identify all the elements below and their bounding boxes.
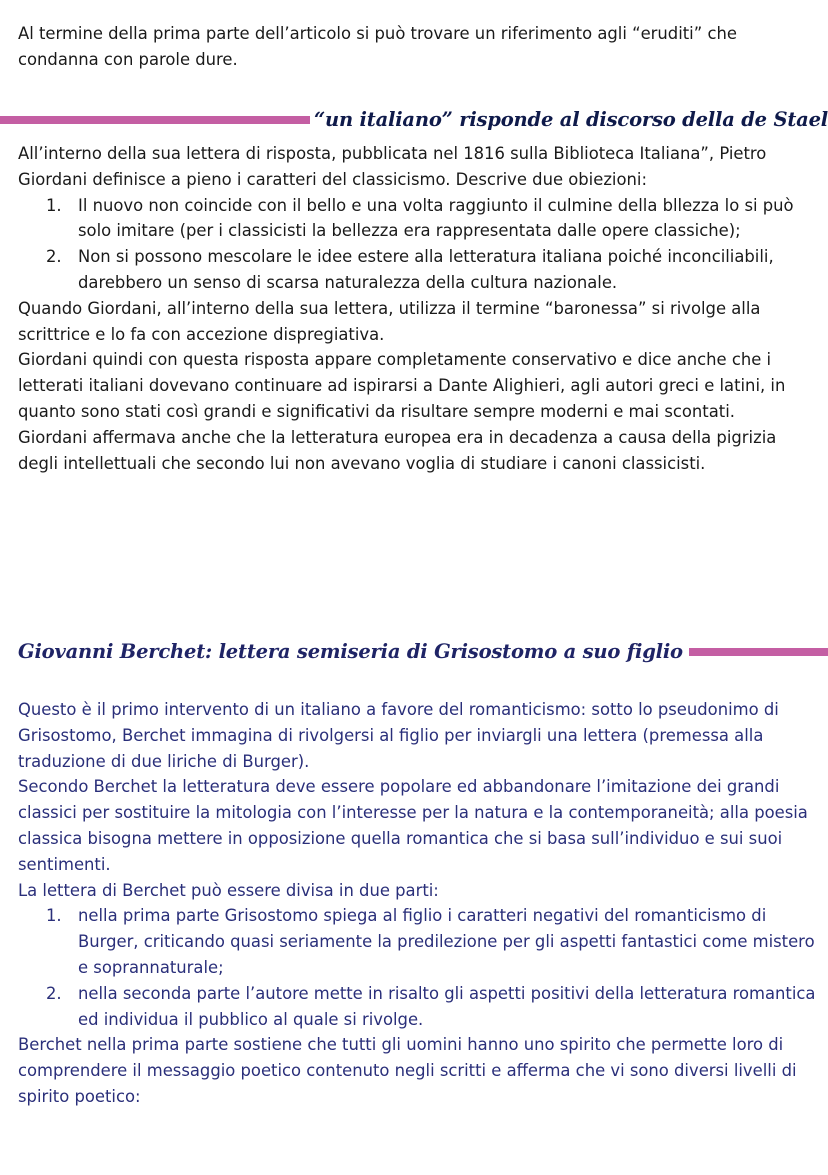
section2-accent-bar: [689, 648, 828, 656]
section1-paragraph-1: All’interno della sua lettera di risposta, pubblicata nel 1816 sulla Biblioteca Italiana”, Pietro Giordani definisce a pieno i caratteri del classicismo. Descrive due obiezioni:: [18, 144, 767, 189]
section1-body: [18, 141, 818, 476]
section2-paragraph-1: Questo è il primo intervento di un italiano a favore del romanticismo: sotto lo pseudonimo di Grisostomo, Berchet immagina di rivolgersi al figlio per inviargli una lettera (premessa alla traduzione di due liriche di Burger).: [18, 700, 779, 771]
list-item-text: nella seconda parte l’autore mette in risalto gli aspetti positivi della letteratura romantica ed individua il pubblico al quale si rivolge.: [78, 983, 816, 1029]
section2-paragraph-3: La lettera di Berchet può essere divisa in due parti:: [18, 880, 439, 900]
list-item-number: 1.: [46, 906, 62, 926]
list-item-text: nella prima parte Grisostomo spiega al figlio i caratteri negativi del romanticismo di Burger, criticando quasi seriamente la predilezione per gli aspetti fantastici come mistero e soprannaturale;: [78, 906, 815, 977]
list-item: [18, 193, 818, 245]
list-item-number: 2.: [46, 983, 62, 1003]
section1-heading: “un italiano” risponde al discorso della de Stael: [314, 108, 828, 132]
list-item: [18, 981, 818, 1033]
section2-heading: Giovanni Berchet: lettera semiseria di Grisostomo a suo figlio: [18, 640, 683, 664]
section2-list: [18, 903, 818, 1032]
section2-paragraph-2: Secondo Berchet la letteratura deve essere popolare ed abbandonare l’imitazione dei grandi classici per sostituire la mitologia con l’interesse per la natura e la contemporaneità; alla poesia classica bisogna mettere in opposizione quella romantica che si basa sull’individuo e sui suoi sentimenti.: [18, 777, 808, 874]
section1-paragraph-3: Giordani quindi con questa risposta appare completamente conservativo e dice anche che i letterati italiani dovevano continuare ad ispirarsi a Dante Alighieri, agli autori greci e latini, in quanto sono stati così grandi e significativi da risultare sempre moderni e mai scontati.: [18, 350, 786, 421]
section1-header: [0, 102, 828, 138]
list-item-number: 1.: [46, 195, 62, 215]
section2-body: [18, 697, 818, 1110]
intro-paragraph: Al termine della prima parte dell’articolo si può trovare un riferimento agli “eruditi” che condanna con parole dure.: [18, 24, 737, 69]
section2-paragraph-4: Berchet nella prima parte sostiene che tutti gli uomini hanno uno spirito che permette loro di comprendere il messaggio poetico contenuto negli scritti e afferma che vi sono diversi livelli di spirito poetico:: [18, 1035, 797, 1106]
list-item-text: Non si possono mescolare le idee estere alla letteratura italiana poiché inconciliabili, darebbero un senso di scarsa naturalezza della cultura nazionale.: [78, 247, 774, 292]
section2-header: [0, 634, 828, 670]
list-item-number: 2.: [46, 247, 62, 267]
section1-accent-bar: [0, 116, 310, 124]
section1-list: [18, 193, 818, 296]
list-item: [18, 903, 818, 980]
list-item-text: Il nuovo non coincide con il bello e una volta raggiunto il culmine della bllezza lo si può solo imitare (per i classicisti la bellezza era rappresentata dalle opere classiche);: [78, 195, 794, 241]
section1-paragraph-4: Giordani affermava anche che la letteratura europea era in decadenza a causa della pigrizia degli intellettuali che secondo lui non avevano voglia di studiare i canoni classicisti.: [18, 427, 777, 473]
section1-paragraph-2: Quando Giordani, all’interno della sua lettera, utilizza il termine “baronessa” si rivolge alla scrittrice e lo fa con accezione dispregiativa.: [18, 298, 761, 344]
list-item: [18, 244, 818, 296]
